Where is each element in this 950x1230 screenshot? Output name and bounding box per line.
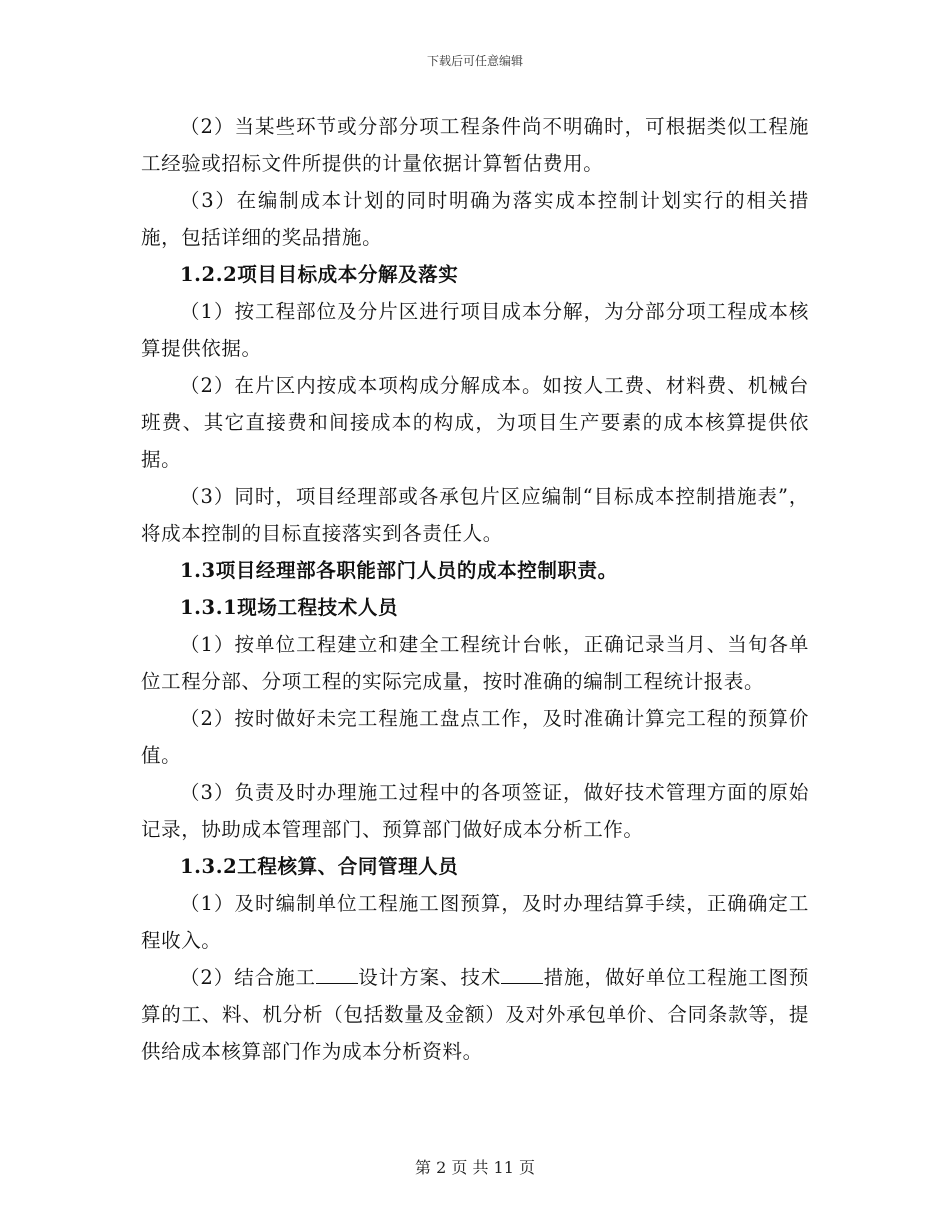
- paragraph: （3）同时，项目经理部或各承包片区应编制“目标成本控制措施表”，将成本控制的目标直接落实到各责任人。: [141, 485, 809, 545]
- section-heading: 1.3项目经理部各职能部门人员的成本控制职责。: [180, 559, 618, 582]
- document-body: [141, 108, 809, 1070]
- fill-in-blank: [501, 965, 543, 984]
- paragraph: （1）按单位工程建立和建全工程统计台帐，正确记录当月、当旬各单位工程分部、分项工程的实际完成量，按时准确的编制工程统计报表。: [141, 633, 809, 693]
- page-header-note: 下载后可任意编辑: [426, 54, 523, 68]
- paragraph: （1）按工程部位及分片区进行项目成本分解，为分部分项工程成本核算提供依据。: [141, 300, 809, 360]
- section-heading: 1.2.2项目目标成本分解及落实: [180, 263, 459, 286]
- paragraph: （2）当某些环节或分部分项工程条件尚不明确时，可根据类似工程施工经验或招标文件所提供的计量依据计算暂估费用。: [141, 115, 809, 175]
- paragraph: （3）在编制成本计划的同时明确为落实成本控制计划实行的相关措施，包括详细的奖品措施。: [141, 189, 809, 249]
- paragraph-text: （2）结合施工: [180, 966, 316, 989]
- paragraph-with-blanks: [141, 959, 809, 1070]
- paragraph: （3）负责及时办理施工过程中的各项签证，做好技术管理方面的原始记录，协助成本管理部门、预算部门做好成本分析工作。: [141, 781, 809, 841]
- paragraph: （1）及时编制单位工程施工图预算，及时办理结算手续，正确确定工程收入。: [141, 892, 809, 952]
- page-number: 第 2 页 共 11 页: [415, 1158, 535, 1177]
- paragraph-text: 设计方案、技术: [357, 966, 502, 989]
- section-heading: 1.3.1现场工程技术人员: [180, 596, 399, 619]
- paragraph: （2）在片区内按成本项构成分解成本。如按人工费、材料费、机械台班费、其它直接费和间接成本的构成，为项目生产要素的成本核算提供依据。: [141, 374, 809, 471]
- fill-in-blank: [316, 965, 358, 984]
- paragraph-text: 措施，做好单位工程施工图预算的工、料、机分析（包括数量及金额）及对外承包单价、合同条款等，提供给成本核算部门作为成本分析资料。: [141, 966, 809, 1063]
- paragraph: （2）按时做好未完工程施工盘点工作，及时准确计算完工程的预算价值。: [141, 707, 809, 767]
- section-heading: 1.3.2工程核算、合同管理人员: [180, 855, 459, 878]
